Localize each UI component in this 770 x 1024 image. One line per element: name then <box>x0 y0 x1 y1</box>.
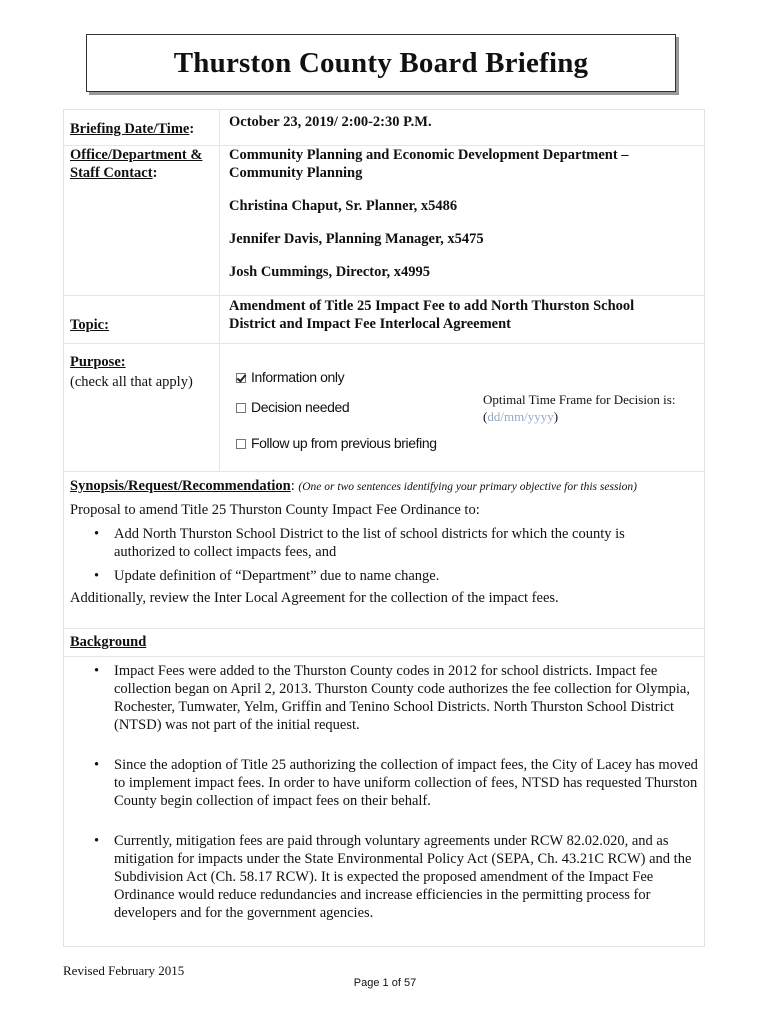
synopsis-bullet: • Update definition of “Department” due to name change. <box>70 567 666 585</box>
row-divider <box>64 656 704 657</box>
background-body <box>70 662 702 922</box>
background-bullet: • Impact Fees were added to the Thurston County codes in 2012 for school districts. Impact fee collection began on April 2, 2013. Thurston County code authorizes the fee collection for Olympia, Rochester, Tumwater, Yelm, Griffin and Tenino School Districts. North Thurston School District (NTSD) was not part of the initial request. <box>70 662 702 734</box>
department-line2: Community Planning <box>229 165 363 181</box>
option-decision-needed[interactable] <box>236 398 349 416</box>
topic-line1: Amendment of Title 25 Impact Fee to add North Thurston School <box>229 298 635 314</box>
option-label: Decision needed <box>251 399 350 415</box>
row-divider <box>64 471 704 472</box>
staff-contact: Christina Chaput, Sr. Planner, x5486 <box>229 198 458 214</box>
title-box <box>86 34 676 92</box>
purpose-label: Purpose: <box>70 354 126 370</box>
background-heading: Background <box>70 634 147 650</box>
synopsis-intro: Proposal to amend Title 25 Thurston County Impact Fee Ordinance to: <box>70 502 480 518</box>
option-label: Follow up from previous briefing <box>251 435 437 451</box>
column-divider <box>219 110 220 472</box>
staff-contact: Josh Cummings, Director, x4995 <box>229 264 430 280</box>
checkbox-icon[interactable] <box>236 439 246 449</box>
timeframe-field[interactable]: (dd/mm/yyyy) <box>483 409 559 424</box>
synopsis-bullet: • Add North Thurston School District to the list of school districts for which the county is authorized to collect impacts fees, and <box>70 525 666 561</box>
synopsis-outro: Additionally, review the Inter Local Agreement for the collection of the impact fees. <box>70 590 559 606</box>
page-number: Page 1 of 57 <box>353 977 417 989</box>
briefing-date-value: October 23, 2019/ 2:00-2:30 P.M. <box>229 114 432 130</box>
option-information-only[interactable] <box>236 368 344 386</box>
synopsis-body <box>70 501 700 607</box>
page-title: Thurston County Board Briefing <box>173 46 589 79</box>
timeframe-placeholder: dd/mm/yyyy <box>487 409 554 424</box>
row-divider <box>64 343 704 344</box>
revised-note: Revised February 2015 <box>63 963 185 978</box>
synopsis-hint: (One or two sentences identifying your primary objective for this session) <box>298 481 637 493</box>
checkbox-checked-icon[interactable] <box>236 373 246 383</box>
purpose-hint: (check all that apply) <box>70 374 193 390</box>
row-divider <box>64 295 704 296</box>
office-label-line2: Staff Contact: <box>70 165 158 181</box>
office-label-line1: Office/Department & <box>70 147 203 163</box>
department-line1: Community Planning and Economic Development Department – <box>229 147 629 163</box>
topic-line2: District and Impact Fee Interlocal Agreement <box>229 316 512 332</box>
checkbox-icon[interactable] <box>236 403 246 413</box>
synopsis-heading: Synopsis/Request/Recommendation: (One or two sentences identifying your primary objective for this session) <box>70 478 637 494</box>
background-bullet: • Currently, mitigation fees are paid through voluntary agreements under RCW 82.02.020, and as mitigation for impacts under the State Environmental Policy Act (SEPA, Ch. 43.21C RCW) and the Subdivision Act (Ch. 58.17 RCW). It is expected the proposed amendment of the Impact Fee Ordinance would reduce redundancies and increase efficiencies in the permitting process for developers and for the government agencies. <box>70 832 702 922</box>
row-divider <box>64 628 704 629</box>
option-follow-up[interactable] <box>236 434 437 452</box>
briefing-date-label: Briefing Date/Time: <box>70 121 195 137</box>
option-label: Information only <box>251 369 345 385</box>
staff-contact: Jennifer Davis, Planning Manager, x5475 <box>229 231 484 247</box>
background-bullet: • Since the adoption of Title 25 authorizing the collection of impact fees, the City of Lacey has moved to implement impact fees. In order to have uniform collection of fees, NTSD has requested Thurston County begin collection of impact fees on their behalf. <box>70 756 702 810</box>
topic-label: Topic: <box>70 317 109 333</box>
timeframe-label: Optimal Time Frame for Decision is: <box>483 392 676 407</box>
